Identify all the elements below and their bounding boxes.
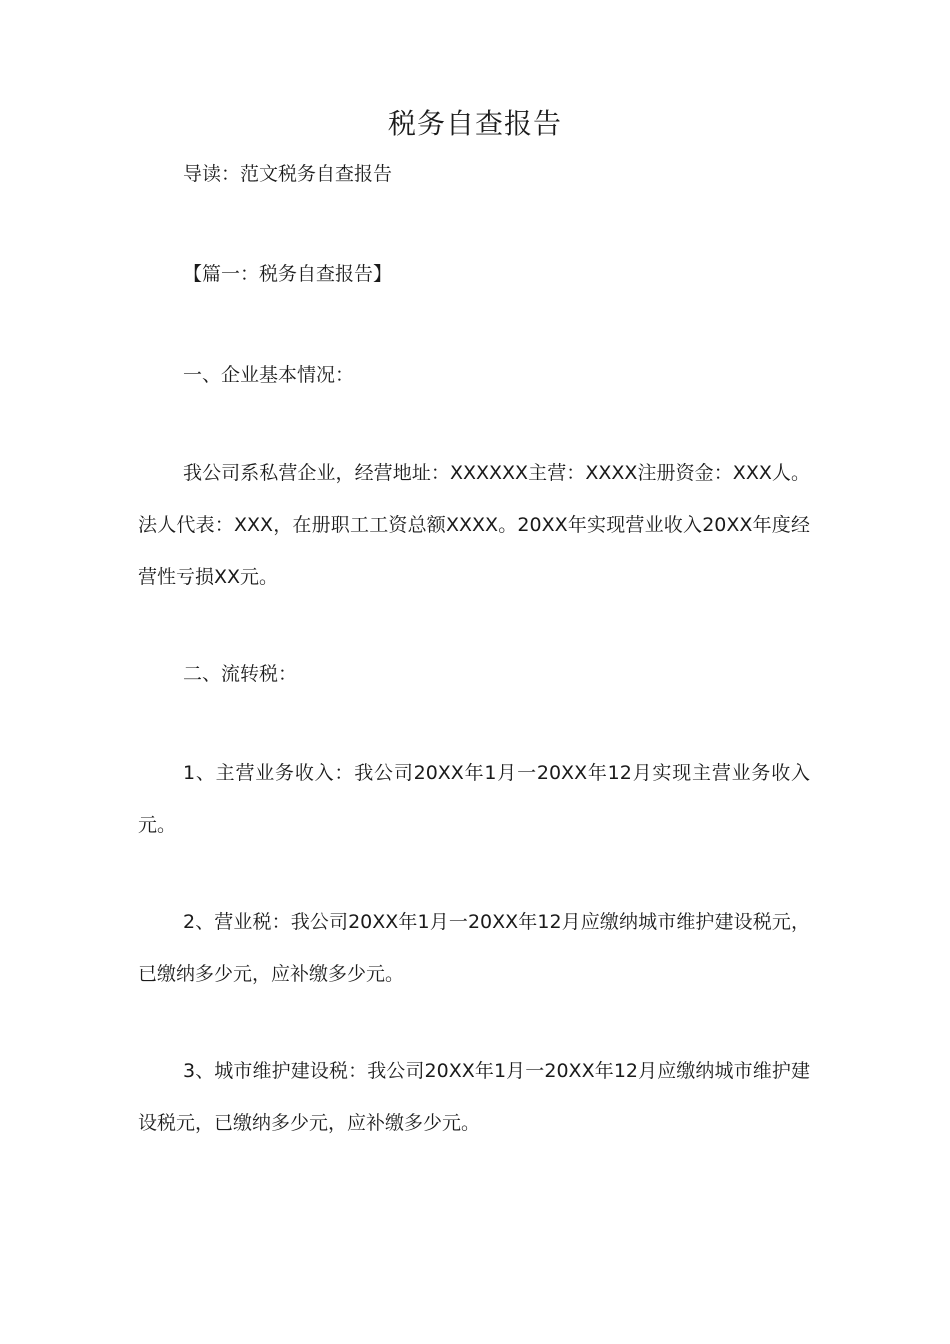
section1-heading: 一、企业基本情况：: [183, 364, 355, 386]
section1-paragraph: 我公司系私营企业，经营地址：XXXXXX主营：XXXX注册资金：XXX人。法人代表：XXX，在册职工工资总额XXXX。20XX年实现营业收入20XX年度经营性亏损XX元。: [138, 462, 810, 588]
part-heading: 【篇一：税务自查报告】: [183, 263, 393, 285]
list-item-2: 2、营业税：我公司20XX年1月一20XX年12月应缴纳城市维护建设税元，已缴纳多少元，应补缴多少元。: [138, 911, 810, 985]
document-title: 税务自查报告: [387, 107, 562, 140]
list-item-1: 1、主营业务收入：我公司20XX年1月一20XX年12月实现主营业务收入元。: [138, 762, 810, 836]
list-item-3: 3、城市维护建设税：我公司20XX年1月一20XX年12月应缴纳城市维护建设税元，已缴纳多少元，应补缴多少元。: [138, 1060, 810, 1134]
section2-heading: 二、流转税：: [183, 663, 298, 685]
intro-line: 导读：范文税务自查报告: [183, 163, 393, 185]
